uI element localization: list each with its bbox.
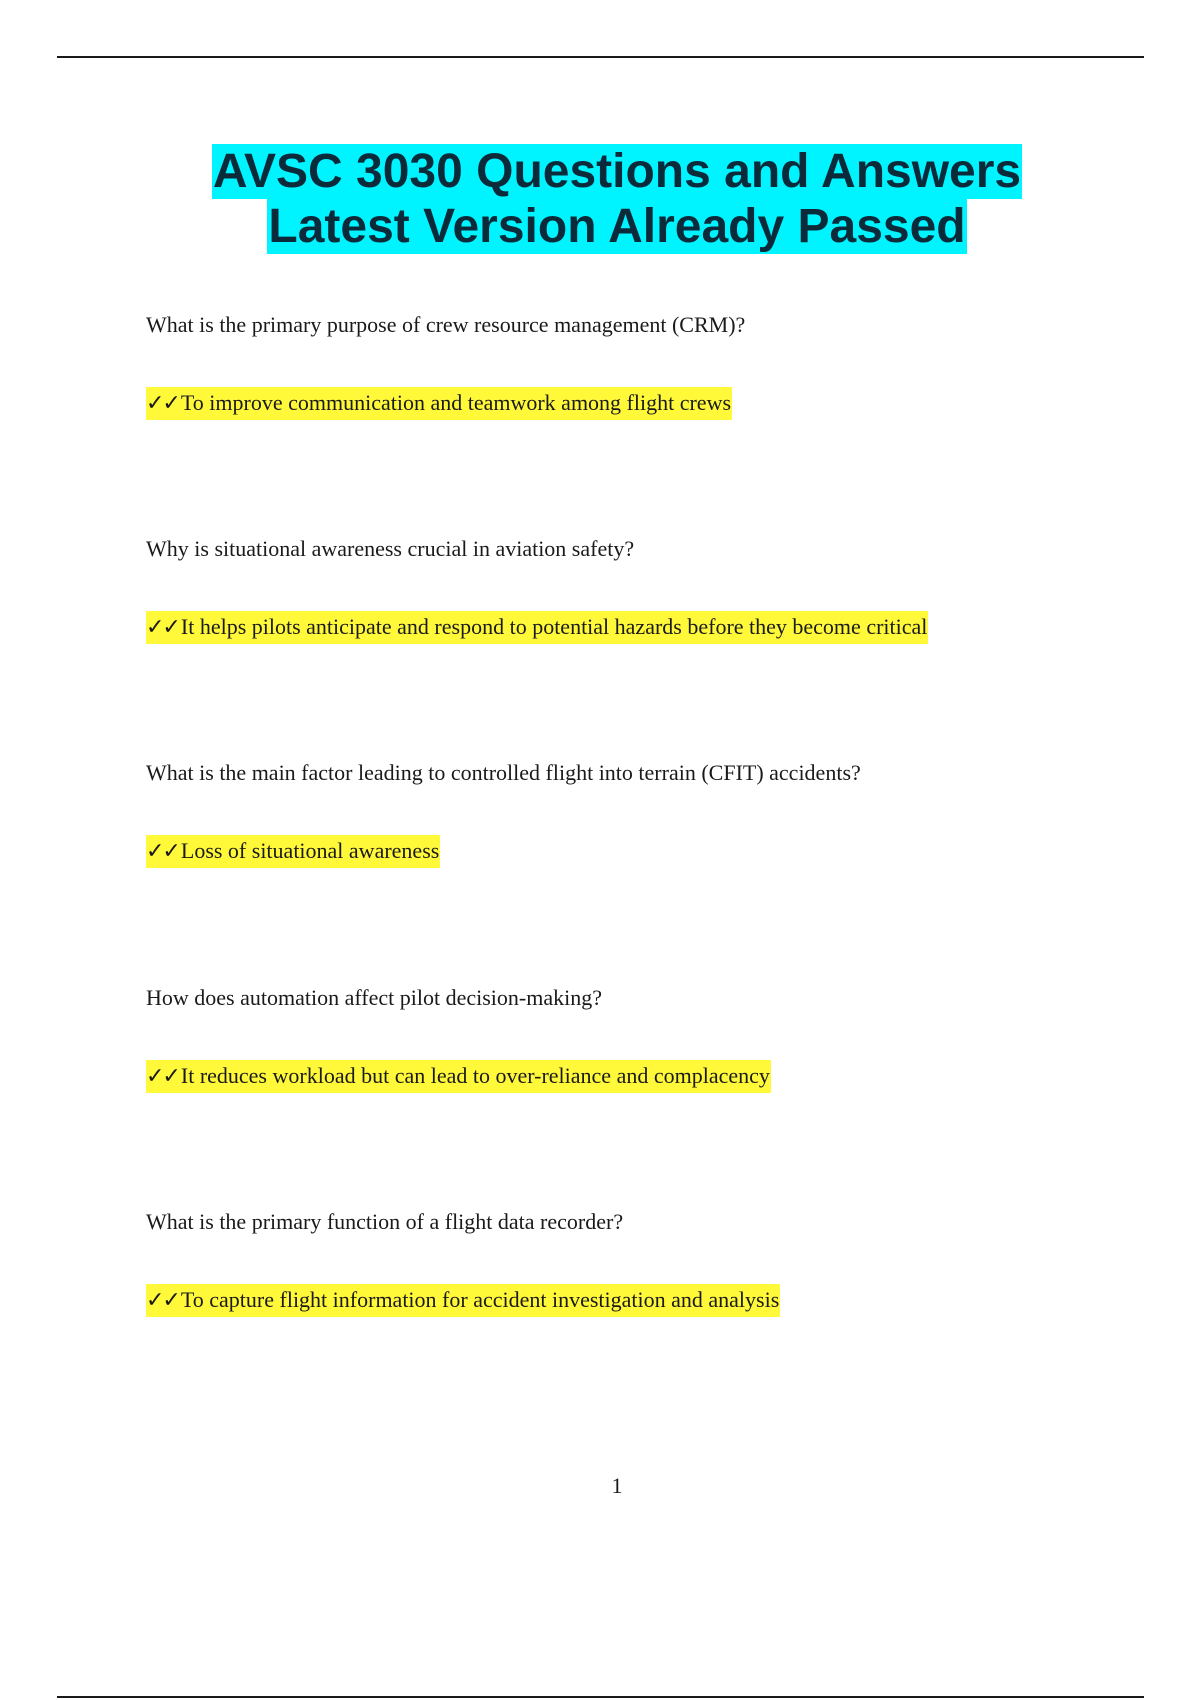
answer-1 xyxy=(146,387,732,420)
page-number: 1 xyxy=(611,1473,623,1498)
check-mark-icon: ✓✓ xyxy=(146,1288,179,1313)
document-title xyxy=(0,144,1200,254)
question-2: Why is situational awareness crucial in aviation safety? xyxy=(146,536,635,561)
answer-3-text: Loss of situational awareness xyxy=(180,838,440,863)
answer-1-text: To improve communication and teamwork among flight crews xyxy=(180,390,732,415)
top-rule xyxy=(57,56,1144,58)
qa-item-3 xyxy=(146,759,1146,864)
qa-item-1 xyxy=(146,311,1146,416)
answer-5 xyxy=(146,1284,780,1317)
answer-4 xyxy=(146,1060,771,1093)
answer-3 xyxy=(146,835,440,868)
answer-5-text: To capture flight information for accident investigation and analysis xyxy=(180,1287,780,1312)
question-1: What is the primary purpose of crew resource management (CRM)? xyxy=(146,312,746,337)
qa-item-4 xyxy=(146,984,1146,1089)
question-4: How does automation affect pilot decision-making? xyxy=(146,985,602,1010)
check-mark-icon: ✓✓ xyxy=(146,839,179,864)
title-line-2: Latest Version Already Passed xyxy=(268,200,966,253)
answer-4-text: It reduces workload but can lead to over-reliance and complacency xyxy=(180,1063,770,1088)
question-5: What is the primary function of a flight data recorder? xyxy=(146,1209,624,1234)
answer-2 xyxy=(146,611,928,644)
qa-item-2 xyxy=(146,535,1146,640)
bottom-rule xyxy=(57,1696,1144,1698)
check-mark-icon: ✓✓ xyxy=(146,391,179,416)
answer-2-text: It helps pilots anticipate and respond to potential hazards before they become critical xyxy=(180,614,928,639)
qa-item-5 xyxy=(146,1208,1146,1313)
check-mark-icon: ✓✓ xyxy=(146,1064,179,1089)
question-3: What is the main factor leading to controlled flight into terrain (CFIT) accidents? xyxy=(146,760,861,785)
check-mark-icon: ✓✓ xyxy=(146,615,179,640)
title-line-1: AVSC 3030 Questions and Answers xyxy=(212,145,1022,198)
